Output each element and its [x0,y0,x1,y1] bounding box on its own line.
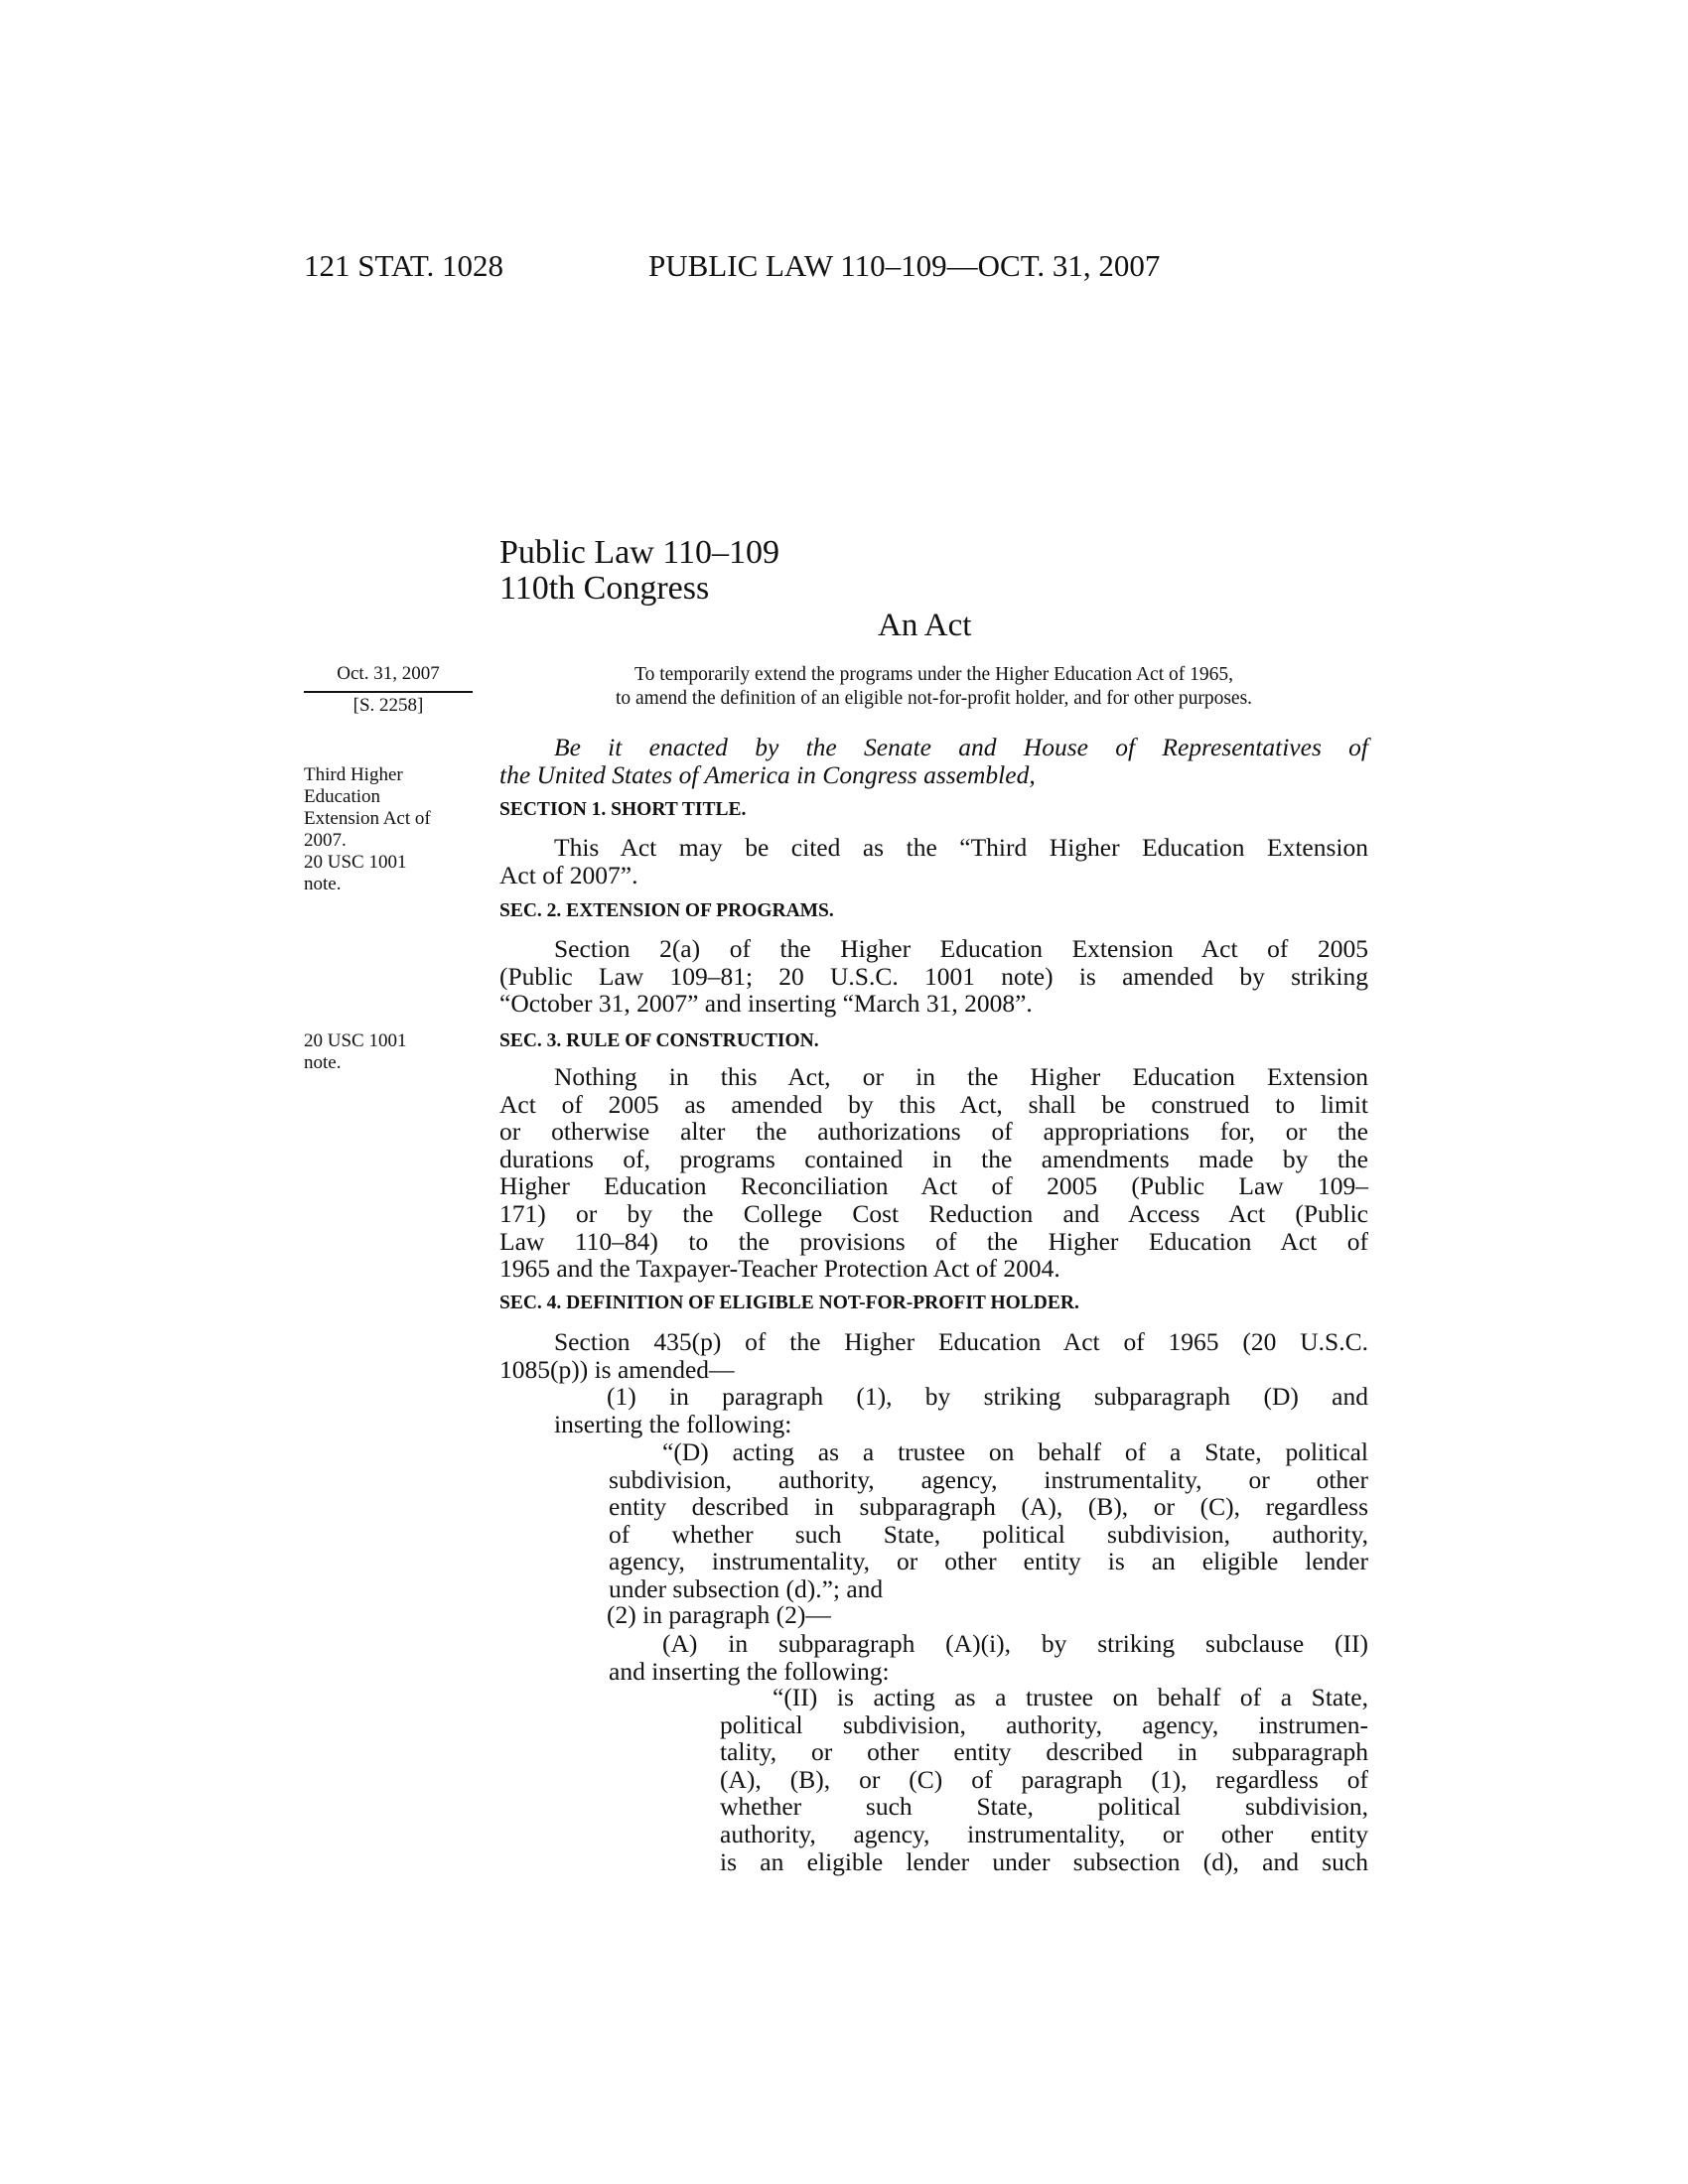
s4-p2-A-II-line: political subdivision, authority, agency, instrumen- [720,1709,1368,1739]
s4-text-line: 1085(p)) is amended— [499,1354,735,1384]
margin-note-line: Education [304,786,381,807]
s4-p2-A-II-line: authority, agency, instrumentality, or other entity [720,1820,1368,1848]
page-reference: 121 STAT. 1028 [304,248,504,283]
s3-text-line: 1965 and the Taxpayer-Teacher Protection Act of 2004. [499,1254,1060,1284]
s3-text-line: durations of, programs contained in the amendments made by the [499,1144,1368,1173]
running-title: PUBLIC LAW 110–109—OCT. 31, 2007 [648,248,1161,283]
s1-text-line: Act of 2007”. [499,860,638,889]
s4-p2-A-II-line: is an eligible lender under subsection (d), and such [720,1846,1368,1876]
act-purpose [499,663,1368,711]
s4-p1-line: inserting the following: [554,1409,792,1438]
margin-note-line: Extension Act of [304,808,431,829]
section-4-heading: SEC. 4. DEFINITION OF ELIGIBLE NOT-FOR-PROFIT HOLDER. [499,1293,1079,1313]
s2-text-line: Section 2(a) of the Higher Education Extension Act of 2005 [554,934,1368,963]
section-3-heading: SEC. 3. RULE OF CONSTRUCTION. [499,1030,819,1051]
margin-note-line: Third Higher [304,764,403,785]
s4-p2-line: (2) in paragraph (2)— [607,1600,831,1629]
s3-text-line: or otherwise alter the authorizations of appropriations for, or the [499,1117,1368,1147]
s3-text-line: Nothing in this Act, or in the Higher Education Extension [554,1062,1368,1091]
s4-p2-A-line: (A) in subparagraph (A)(i), by striking subclause (II) [662,1629,1368,1658]
s3-text-line: 171) or by the College Cost Reduction and Access Act (Public [499,1199,1368,1228]
s4-p2-A-II-line: whether such State, political subdivision, [720,1792,1368,1822]
margin-note-line: note. [304,874,342,894]
s4-p1-D-line: subdivision, authority, agency, instrumentality, or other [609,1464,1368,1494]
section-1-heading: SECTION 1. SHORT TITLE. [499,799,747,820]
congress: 110th Congress [499,570,710,607]
margin-note-line: 20 USC 1001 [304,1030,407,1051]
s4-text-line: Section 435(p) of the Higher Education Act of 1965 (20 U.S.C. [554,1327,1368,1356]
margin-date: Oct. 31, 2007 [337,663,440,684]
s3-text-line: Higher Education Reconciliation Act of 2005 (Public Law 109– [499,1171,1368,1201]
s2-text-line: “October 31, 2007” and inserting “March 31, 2008”. [499,989,1033,1019]
margin-note-sec3 [304,1030,406,1074]
s4-p2-A-II-line: tality, or other entity described in subparagraph [720,1737,1368,1767]
s4-p2-A-line: and inserting the following: [609,1656,890,1686]
s4-p2-A-II-line: “(II) is acting as a trustee on behalf of a State, [773,1683,1368,1711]
section-2-heading: SEC. 2. EXTENSION OF PROGRAMS. [499,900,834,921]
margin-rule [304,691,473,693]
s4-p2-A-II-line: (A), (B), or (C) of paragraph (1), regardless of [720,1764,1368,1794]
act-title: An Act [878,608,972,643]
margin-note-line: 2007. [304,830,347,851]
enacting-clause-line: the United States of America in Congress assembled, [499,759,1036,789]
purpose-line: To temporarily extend the programs under the Higher Education Act of 1965, [634,664,1233,685]
s4-p1-D-line: under subsection (d).”; and [609,1574,884,1603]
purpose-line: to amend the definition of an eligible not-for-profit holder, and for other purposes. [615,688,1253,709]
s2-text-line: (Public Law 109–81; 20 U.S.C. 1001 note) is amended by striking [499,961,1368,991]
margin-bill-number: [S. 2258] [352,695,424,716]
s4-p1-line: (1) in paragraph (1), by striking subparagraph (D) and [607,1382,1368,1411]
s1-text-line: This Act may be cited as the “Third Higher Education Extension [554,833,1368,862]
margin-note-line: 20 USC 1001 [304,852,407,873]
s4-p1-D-line: agency, instrumentality, or other entity is an eligible lender [609,1547,1368,1576]
s4-p1-D-line: of whether such State, political subdivision, authority, [609,1519,1368,1549]
law-number: Public Law 110–109 [499,534,780,571]
s3-text-line: Law 110–84) to the provisions of the Higher Education Act of [499,1226,1368,1256]
s4-p1-D-line: “(D) acting as a trustee on behalf of a State, political [662,1437,1368,1466]
s4-p1-D-line: entity described in subparagraph (A), (B), or (C), regardless [609,1492,1368,1522]
margin-note-short-title [304,764,431,895]
margin-note-line: note. [304,1052,342,1073]
enacting-clause-line: Be it enacted by the Senate and House of Representatives of [554,733,1368,761]
s3-text-line: Act of 2005 as amended by this Act, shall be construed to limit [499,1089,1368,1119]
